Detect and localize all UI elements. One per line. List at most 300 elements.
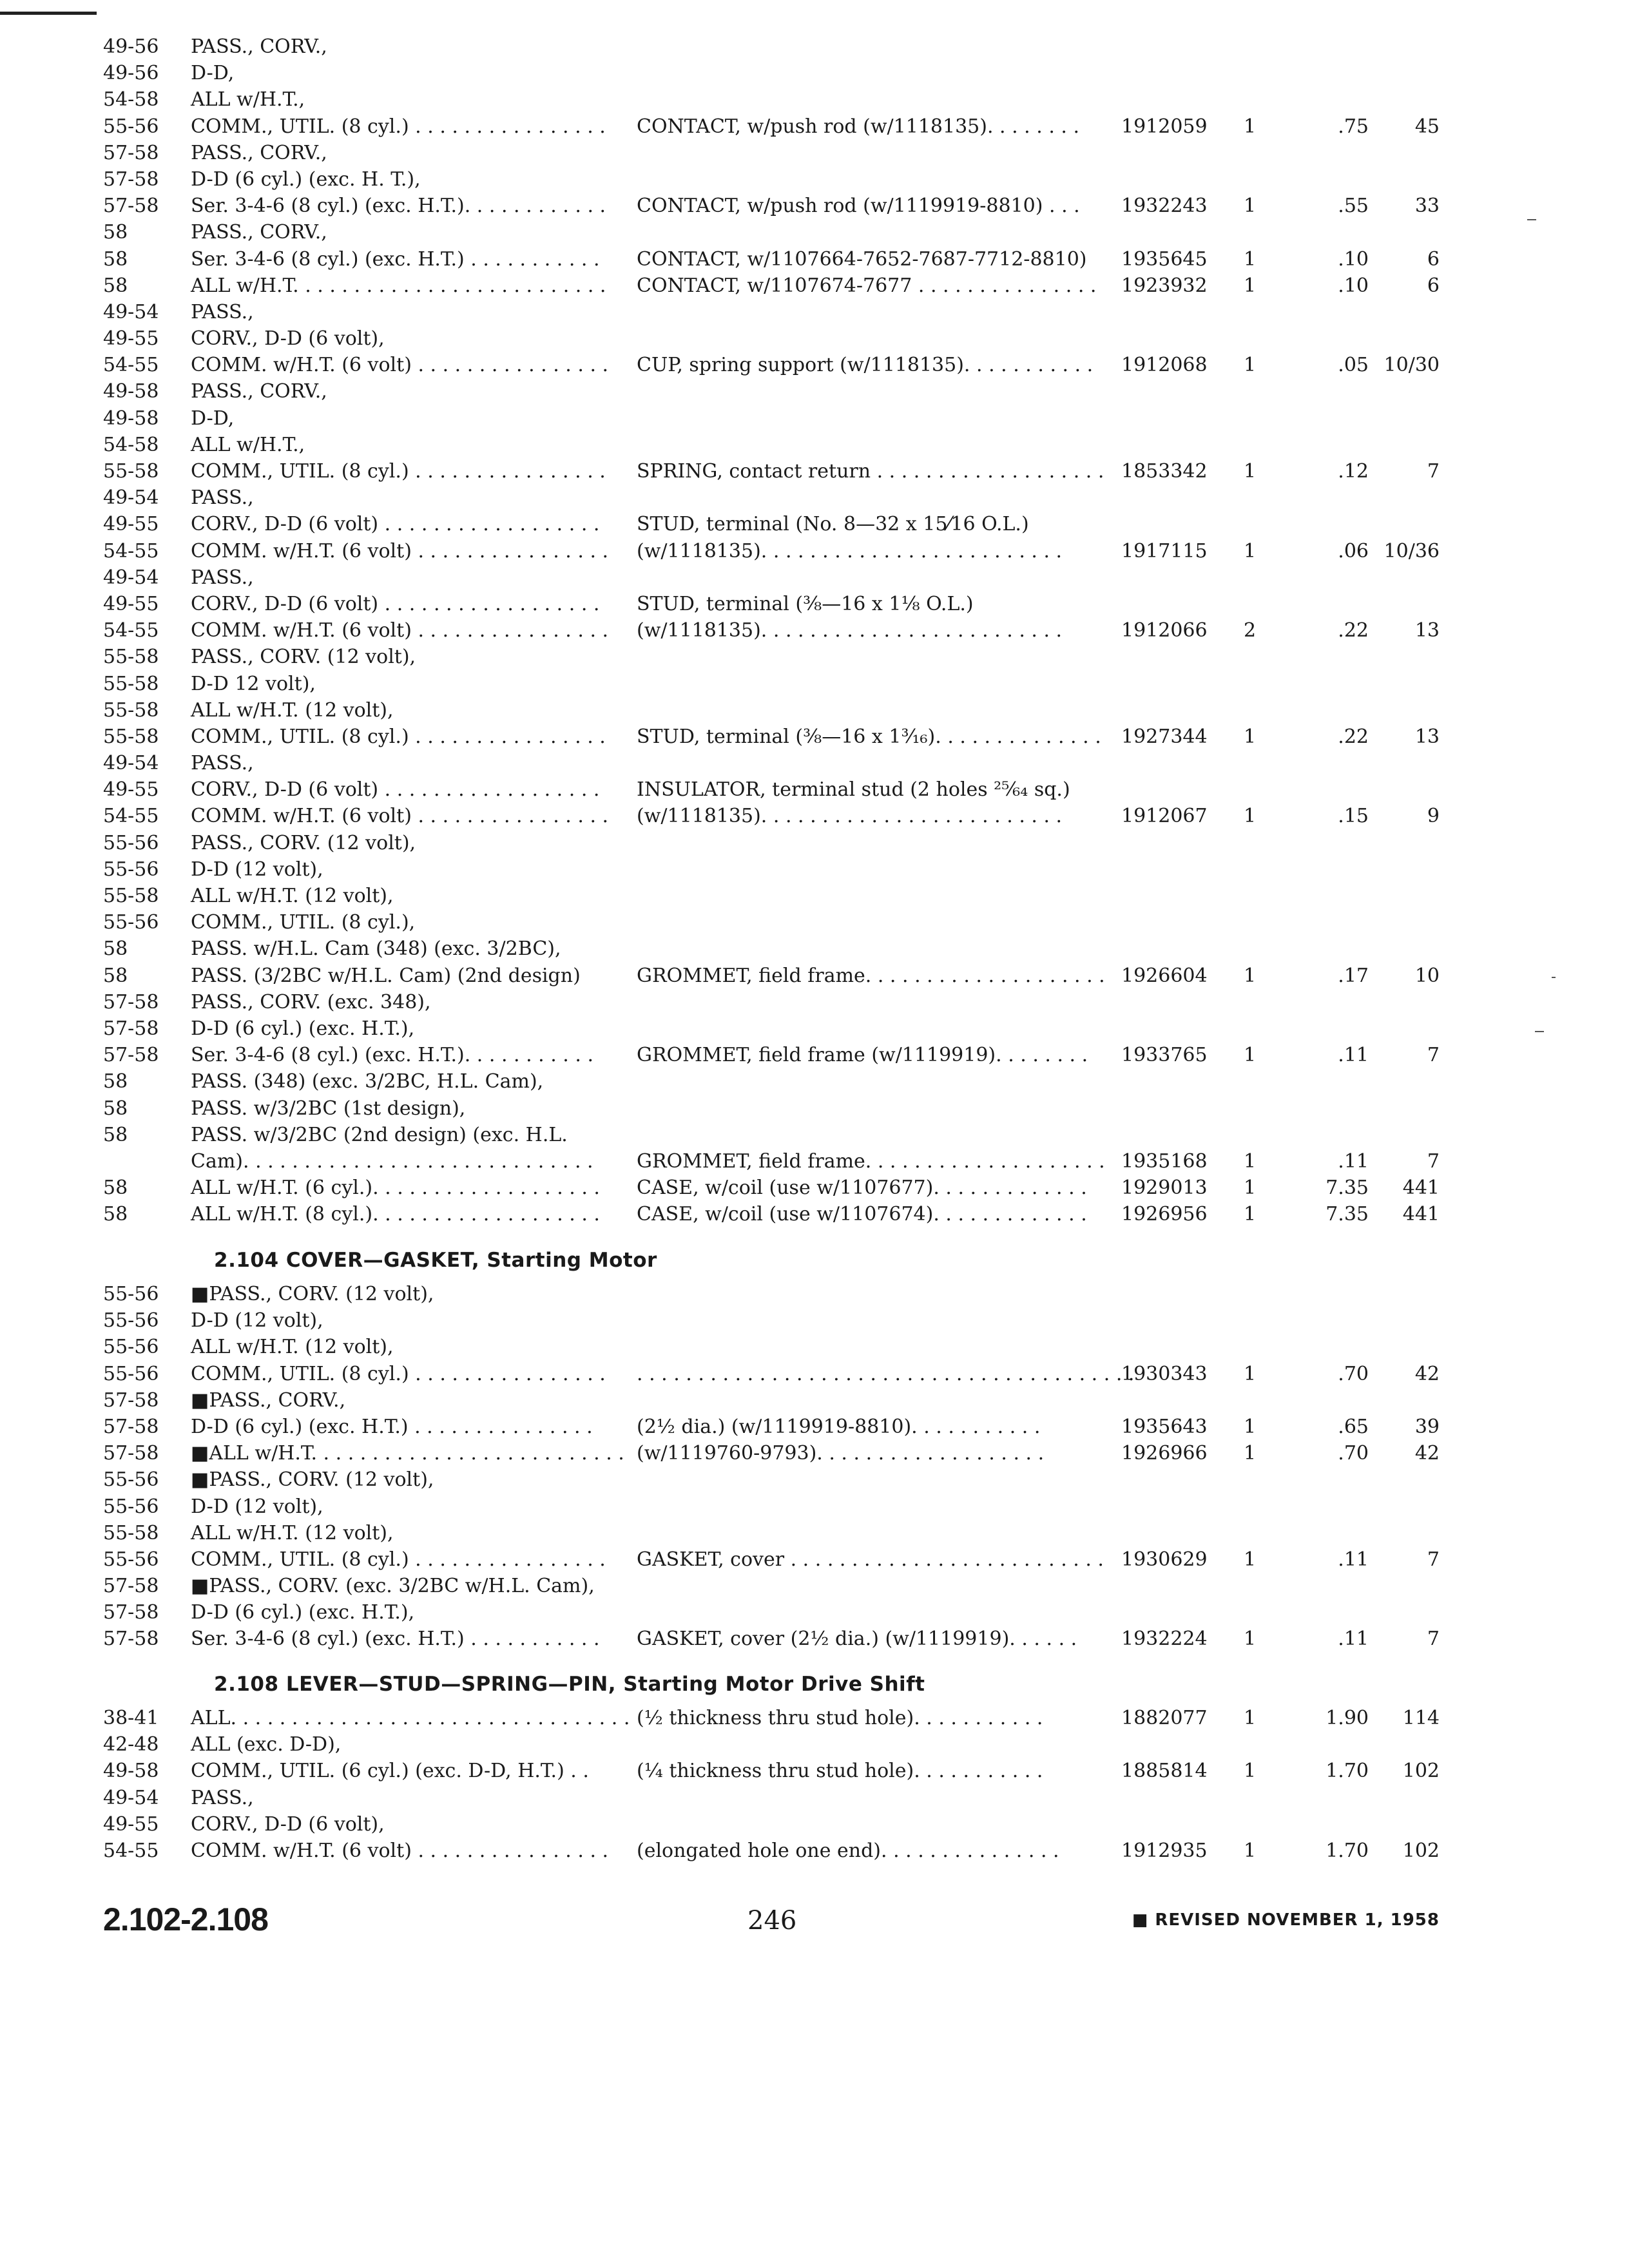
model-years: 49-55 [103,513,159,536]
model-years: 54-55 [103,805,159,828]
application: ALL w/H.T. (12 volt), [191,1521,394,1544]
parts-row [0,564,1629,591]
application: COMM. w/H.T. (6 volt) . . . . . . . . . . . . . . . . [191,1839,609,1862]
model-years: 49-55 [103,778,159,802]
min-pack: 441 [1402,1203,1440,1226]
list-price: .15 [1338,805,1369,828]
part-description: GASKET, cover (2½ dia.) (w/1119919). . . . . . [637,1628,1077,1651]
parts-row [0,193,1629,219]
quantity: 1 [1244,1548,1257,1571]
parts-row [0,1466,1629,1493]
model-years: 49-58 [103,1760,159,1783]
part-number: 1912067 [1121,805,1208,828]
model-years: 58 [103,247,128,271]
margin-mark [1552,977,1556,978]
list-price: .65 [1338,1415,1369,1438]
model-years: 55-58 [103,1521,159,1544]
part-description: (w/1118135). . . . . . . . . . . . . . . . . . . . . . . . . [637,539,1063,562]
part-description: STUD, terminal (No. 8—32 x 15⁄16 O.L.) [637,513,1029,536]
application: COMM. w/H.T. (6 volt) . . . . . . . . . . . . . . . . [191,619,609,642]
model-years: 58 [103,964,128,987]
application: COMM., UTIL. (8 cyl.) . . . . . . . . . . . . . . . . [191,460,606,483]
parts-row [0,644,1629,670]
min-pack: 13 [1414,725,1440,748]
parts-row [0,803,1629,829]
part-description: CONTACT, w/1107664-7652-7687-7712-8810) [637,247,1087,271]
parts-row [0,60,1629,86]
list-price: .75 [1338,115,1369,138]
application: ALL w/H.T. (12 volt), [191,698,394,722]
model-years: 42-48 [103,1733,159,1756]
model-years: 49-55 [103,1812,159,1836]
model-years: 58 [103,1123,128,1146]
part-number: 1926956 [1121,1203,1208,1226]
parts-row [0,1731,1629,1758]
model-years: 57-58 [103,990,159,1014]
application: PASS., CORV., [191,221,327,244]
application: D-D (12 volt), [191,1309,323,1332]
application: COMM., UTIL. (8 cyl.) . . . . . . . . . . . . . . . . [191,725,606,748]
part-number: 1912066 [1121,619,1208,642]
part-description: . . . . . . . . . . . . . . . . . . . . . . . . . . . . . . . . . . . . . . . . . [637,1362,1135,1385]
parts-row [0,299,1629,325]
parts-block-2-104 [0,1281,1629,1653]
application: Ser. 3-4-6 (8 cyl.) (exc. H.T.) . . . . . . . . . . . [191,247,600,271]
model-years: 49-54 [103,752,159,775]
quantity: 1 [1244,1362,1257,1385]
application: Cam). . . . . . . . . . . . . . . . . . . . . . . . . . . . . [191,1149,593,1173]
quantity: 1 [1244,805,1257,828]
list-price: .10 [1338,247,1369,271]
min-pack: 7 [1427,1044,1440,1067]
min-pack: 6 [1427,247,1440,271]
part-number: 1882077 [1121,1707,1208,1729]
part-number: 1917115 [1121,539,1208,562]
min-pack: 102 [1402,1839,1440,1862]
model-years: 57-58 [103,1442,159,1465]
min-pack: 33 [1414,195,1440,218]
parts-row [0,1148,1629,1175]
model-years: 55-56 [103,1468,159,1492]
model-years: 57-58 [103,1415,159,1438]
min-pack: 10 [1414,964,1440,987]
model-years: 57-58 [103,1017,159,1040]
application: PASS., CORV. (12 volt), [191,831,416,854]
application: D-D (6 cyl.) (exc. H.T.), [191,1017,415,1040]
model-years: 57-58 [103,141,159,164]
part-description: INSULATOR, terminal stud (2 holes ²⁵⁄₆₄ sq.) [637,778,1070,802]
parts-row [0,750,1629,776]
parts-row [0,1307,1629,1334]
application: D-D, [191,407,235,430]
application: CORV., D-D (6 volt) . . . . . . . . . . . . . . . . . . [191,592,600,615]
list-price: .11 [1338,1044,1369,1067]
parts-row [0,724,1629,750]
model-years: 55-56 [103,115,159,138]
parts-row [0,458,1629,485]
parts-row [0,273,1629,299]
list-price: .17 [1338,964,1369,987]
model-years: 57-58 [103,1575,159,1598]
model-years: 55-56 [103,858,159,881]
model-years: 38-41 [103,1707,159,1729]
quantity: 1 [1244,1149,1257,1173]
model-years: 49-54 [103,300,159,323]
model-years: 54-55 [103,354,159,377]
model-years: 49-56 [103,62,159,85]
parts-row [0,378,1629,405]
min-pack: 102 [1402,1760,1440,1783]
parts-row [0,1785,1629,1811]
margin-mark [1535,1031,1544,1032]
application: COMM., UTIL. (8 cyl.) . . . . . . . . . . . . . . . . [191,115,606,138]
parts-row [0,140,1629,166]
parts-row [0,352,1629,378]
min-pack: 10/36 [1383,539,1440,562]
parts-row [0,1705,1629,1731]
part-description: GROMMET, field frame (w/1119919). . . . . . . . [637,1044,1088,1067]
min-pack: 45 [1414,115,1440,138]
part-number: 1935645 [1121,247,1208,271]
parts-row [0,883,1629,909]
model-years: 58 [103,274,128,297]
list-price: .05 [1338,354,1369,377]
revision-note: ■ REVISED NOVEMBER 1, 1958 [1132,1910,1440,1930]
section-range: 2.102-2.108 [103,1901,268,1937]
part-number: 1930343 [1121,1362,1208,1385]
part-number: 1932224 [1121,1628,1208,1651]
parts-row [0,591,1629,617]
parts-row [0,1095,1629,1122]
part-number: 1885814 [1121,1760,1208,1783]
parts-row [0,1042,1629,1068]
parts-row [0,1599,1629,1626]
model-years: 58 [103,1177,128,1200]
part-description: (w/1118135). . . . . . . . . . . . . . . . . . . . . . . . . [637,619,1063,642]
application: PASS., [191,1786,254,1809]
part-description: (w/1119760-9793). . . . . . . . . . . . . . . . . . . [637,1442,1045,1465]
application: ALL w/H.T., [191,88,305,111]
application: COMM. w/H.T. (6 volt) . . . . . . . . . . . . . . . . [191,354,609,377]
part-number: 1912059 [1121,115,1208,138]
list-price: .10 [1338,274,1369,297]
model-years: 55-56 [103,911,159,934]
model-years: 58 [103,221,128,244]
quantity: 1 [1244,1760,1257,1783]
model-years: 58 [103,1097,128,1120]
parts-row [0,1811,1629,1838]
min-pack: 7 [1427,460,1440,483]
application: PASS., CORV. (exc. 348), [191,990,431,1014]
parts-row [0,34,1629,60]
min-pack: 13 [1414,619,1440,642]
list-price: .06 [1338,539,1369,562]
list-price: .22 [1338,725,1369,748]
section-heading-2-108: 2.108 LEVER—STUD—SPRING—PIN, Starting Motor Drive Shift [214,1673,925,1696]
parts-row [0,1758,1629,1784]
min-pack: 7 [1427,1628,1440,1651]
part-number: 1853342 [1121,460,1208,483]
parts-row [0,1626,1629,1652]
application: PASS., CORV. (12 volt), [191,646,416,669]
part-description: (elongated hole one end). . . . . . . . . . . . . . . [637,1839,1059,1862]
part-description: CONTACT, w/push rod (w/1119919-8810) . . . [637,195,1080,218]
model-years: 54-55 [103,1839,159,1862]
application: PASS., CORV., [191,35,327,58]
parts-row [0,432,1629,458]
application: D-D (12 volt), [191,858,323,881]
part-description: CASE, w/coil (use w/1107674). . . . . . . . . . . . . [637,1203,1087,1226]
application: COMM. w/H.T. (6 volt) . . . . . . . . . . . . . . . . [191,805,609,828]
parts-row [0,485,1629,511]
part-number: 1912935 [1121,1839,1208,1862]
part-number: 1926966 [1121,1442,1208,1465]
application: PASS. w/H.L. Cam (348) (exc. 3/2BC), [191,937,561,961]
part-description: SPRING, contact return . . . . . . . . . . . . . . . . . . . [637,460,1104,483]
quantity: 2 [1244,619,1257,642]
model-years: 55-56 [103,1495,159,1518]
parts-row [0,1361,1629,1387]
part-description: STUD, terminal (⅜—16 x 1³⁄₁₆). . . . . . . . . . . . . . [637,725,1101,748]
min-pack: 39 [1414,1415,1440,1438]
part-number: 1930629 [1121,1548,1208,1571]
min-pack: 42 [1414,1362,1440,1385]
parts-row [0,1838,1629,1864]
quantity: 1 [1244,247,1257,271]
quantity: 1 [1244,1203,1257,1226]
model-years: 57-58 [103,1601,159,1624]
parts-row [0,963,1629,989]
model-years: 49-55 [103,592,159,615]
parts-row [0,1387,1629,1414]
model-years: 49-56 [103,35,159,58]
model-years: 49-54 [103,566,159,589]
parts-row [0,1201,1629,1227]
parts-row [0,1281,1629,1307]
application: CORV., D-D (6 volt), [191,327,385,351]
parts-row [0,325,1629,352]
application: ■ALL w/H.T. . . . . . . . . . . . . . . . . . . . . . . . . . [191,1442,624,1465]
model-years: 55-58 [103,885,159,907]
page-number: 246 [747,1906,797,1936]
model-years: 57-58 [103,1044,159,1067]
parts-row [0,1015,1629,1042]
quantity: 1 [1244,1839,1257,1862]
parts-row [0,671,1629,697]
model-years: 57-58 [103,1628,159,1651]
part-description: GROMMET, field frame. . . . . . . . . . . . . . . . . . . . [637,964,1105,987]
parts-row [0,1175,1629,1201]
quantity: 1 [1244,115,1257,138]
application: D-D 12 volt), [191,672,316,695]
model-years: 55-58 [103,646,159,669]
quantity: 1 [1244,1415,1257,1438]
application: ALL w/H.T. (6 cyl.). . . . . . . . . . . . . . . . . . . [191,1177,600,1200]
parts-row [0,856,1629,883]
model-years: 55-56 [103,1548,159,1571]
model-years: 58 [103,937,128,961]
application: ALL w/H.T. (12 volt), [191,885,394,907]
part-description: (½ thickness thru stud hole). . . . . . . . . . . [637,1707,1043,1729]
quantity: 1 [1244,354,1257,377]
quantity: 1 [1244,195,1257,218]
model-years: 49-58 [103,380,159,403]
quantity: 1 [1244,964,1257,987]
list-price: 1.70 [1325,1760,1369,1783]
application: D-D, [191,62,235,85]
parts-row [0,538,1629,564]
quantity: 1 [1244,274,1257,297]
application: CORV., D-D (6 volt), [191,1812,385,1836]
list-price: .55 [1338,195,1369,218]
application: PASS., CORV., [191,141,327,164]
application: ALL w/H.T. (8 cyl.). . . . . . . . . . . . . . . . . . . [191,1203,600,1226]
application: COMM., UTIL. (8 cyl.) . . . . . . . . . . . . . . . . [191,1362,606,1385]
application: COMM. w/H.T. (6 volt) . . . . . . . . . . . . . . . . [191,539,609,562]
parts-row [0,617,1629,644]
part-number: 1932243 [1121,195,1208,218]
min-pack: 6 [1427,274,1440,297]
quantity: 1 [1244,1628,1257,1651]
part-description: (w/1118135). . . . . . . . . . . . . . . . . . . . . . . . . [637,805,1063,828]
application: ALL w/H.T. (12 volt), [191,1336,394,1359]
part-number: 1935643 [1121,1415,1208,1438]
model-years: 54-58 [103,88,159,111]
list-price: .70 [1338,1442,1369,1465]
model-years: 55-58 [103,725,159,748]
parts-row [0,405,1629,432]
parts-row [0,511,1629,537]
parts-row [0,1520,1629,1546]
application: CORV., D-D (6 volt) . . . . . . . . . . . . . . . . . . [191,778,600,802]
application: PASS. w/3/2BC (1st design), [191,1097,466,1120]
application: ALL (exc. D-D), [191,1733,342,1756]
part-description: GROMMET, field frame. . . . . . . . . . . . . . . . . . . . [637,1149,1105,1173]
model-years: 54-55 [103,619,159,642]
application: ALL w/H.T., [191,433,305,456]
model-years: 55-56 [103,831,159,854]
model-years: 58 [103,1070,128,1093]
application: PASS. (348) (exc. 3/2BC, H.L. Cam), [191,1070,544,1093]
parts-row [0,1440,1629,1466]
part-number: 1923932 [1121,274,1208,297]
parts-row [0,166,1629,193]
parts-row [0,776,1629,803]
model-years: 57-58 [103,1389,159,1412]
part-description: STUD, terminal (⅜—16 x 1⅛ O.L.) [637,592,974,615]
parts-row [0,246,1629,273]
application: CORV., D-D (6 volt) . . . . . . . . . . . . . . . . . . [191,513,600,536]
parts-row [0,219,1629,245]
application: PASS., [191,486,254,510]
application: ALL. . . . . . . . . . . . . . . . . . . . . . . . . . . . . . . . . [191,1707,630,1729]
top-rule [0,12,97,15]
parts-row [0,1068,1629,1095]
application: Ser. 3-4-6 (8 cyl.) (exc. H.T.). . . . . . . . . . . . [191,195,606,218]
application: Ser. 3-4-6 (8 cyl.) (exc. H.T.). . . . . . . . . . . [191,1044,593,1067]
quantity: 1 [1244,1177,1257,1200]
application: COMM., UTIL. (8 cyl.), [191,911,416,934]
list-price: 1.90 [1325,1707,1369,1729]
list-price: .11 [1338,1149,1369,1173]
quantity: 1 [1244,1044,1257,1067]
application: D-D (6 cyl.) (exc. H.T.) . . . . . . . . . . . . . . . [191,1415,593,1438]
application: ■PASS., CORV. (exc. 3/2BC w/H.L. Cam), [191,1575,595,1598]
quantity: 1 [1244,725,1257,748]
part-number: 1933765 [1121,1044,1208,1067]
quantity: 1 [1244,460,1257,483]
application: ■PASS., CORV., [191,1389,346,1412]
model-years: 57-58 [103,195,159,218]
list-price: 7.35 [1325,1177,1369,1200]
quantity: 1 [1244,1442,1257,1465]
parts-row [0,1414,1629,1440]
application: ■PASS., CORV. (12 volt), [191,1283,434,1305]
application: PASS., [191,566,254,589]
parts-row [0,989,1629,1015]
list-price: 7.35 [1325,1203,1369,1226]
part-description: CUP, spring support (w/1118135). . . . . . . . . . . [637,354,1094,377]
margin-mark [1527,219,1536,220]
application: D-D (6 cyl.) (exc. H. T.), [191,168,421,191]
model-years: 55-56 [103,1336,159,1359]
min-pack: 114 [1402,1707,1440,1729]
model-years: 55-56 [103,1309,159,1332]
list-price: .12 [1338,460,1369,483]
parts-block-2-108 [0,1705,1629,1864]
list-price: 1.70 [1325,1839,1369,1862]
model-years: 49-54 [103,1786,159,1809]
application: PASS., [191,752,254,775]
application: D-D (6 cyl.) (exc. H.T.), [191,1601,415,1624]
parts-row [0,1122,1629,1148]
model-years: 49-55 [103,327,159,351]
part-description: CASE, w/coil (use w/1107677). . . . . . . . . . . . . [637,1177,1087,1200]
parts-row [0,936,1629,962]
part-number: 1929013 [1121,1177,1208,1200]
parts-row [0,830,1629,856]
part-description: (2½ dia.) (w/1119919-8810). . . . . . . . . . . [637,1415,1041,1438]
model-years: 55-56 [103,1283,159,1305]
min-pack: 7 [1427,1149,1440,1173]
min-pack: 9 [1427,805,1440,828]
application: D-D (12 volt), [191,1495,323,1518]
list-price: .11 [1338,1628,1369,1651]
parts-row [0,697,1629,724]
parts-row [0,86,1629,113]
parts-row [0,1546,1629,1573]
list-price: .70 [1338,1362,1369,1385]
model-years: 54-58 [103,433,159,456]
parts-row [0,1494,1629,1520]
model-years: 49-54 [103,486,159,510]
part-number: 1912068 [1121,354,1208,377]
min-pack: 10/30 [1383,354,1440,377]
application: ALL w/H.T. . . . . . . . . . . . . . . . . . . . . . . . . . [191,274,606,297]
part-number: 1927344 [1121,725,1208,748]
model-years: 54-55 [103,539,159,562]
part-description: GASKET, cover . . . . . . . . . . . . . . . . . . . . . . . . . . [637,1548,1104,1571]
application: PASS., [191,300,254,323]
quantity: 1 [1244,1707,1257,1729]
model-years: 55-58 [103,672,159,695]
part-description: CONTACT, w/1107674-7677 . . . . . . . . . . . . . . . [637,274,1097,297]
parts-row [0,113,1629,140]
model-years: 55-58 [103,698,159,722]
part-number: 1935168 [1121,1149,1208,1173]
list-price: .11 [1338,1548,1369,1571]
model-years: 58 [103,1203,128,1226]
